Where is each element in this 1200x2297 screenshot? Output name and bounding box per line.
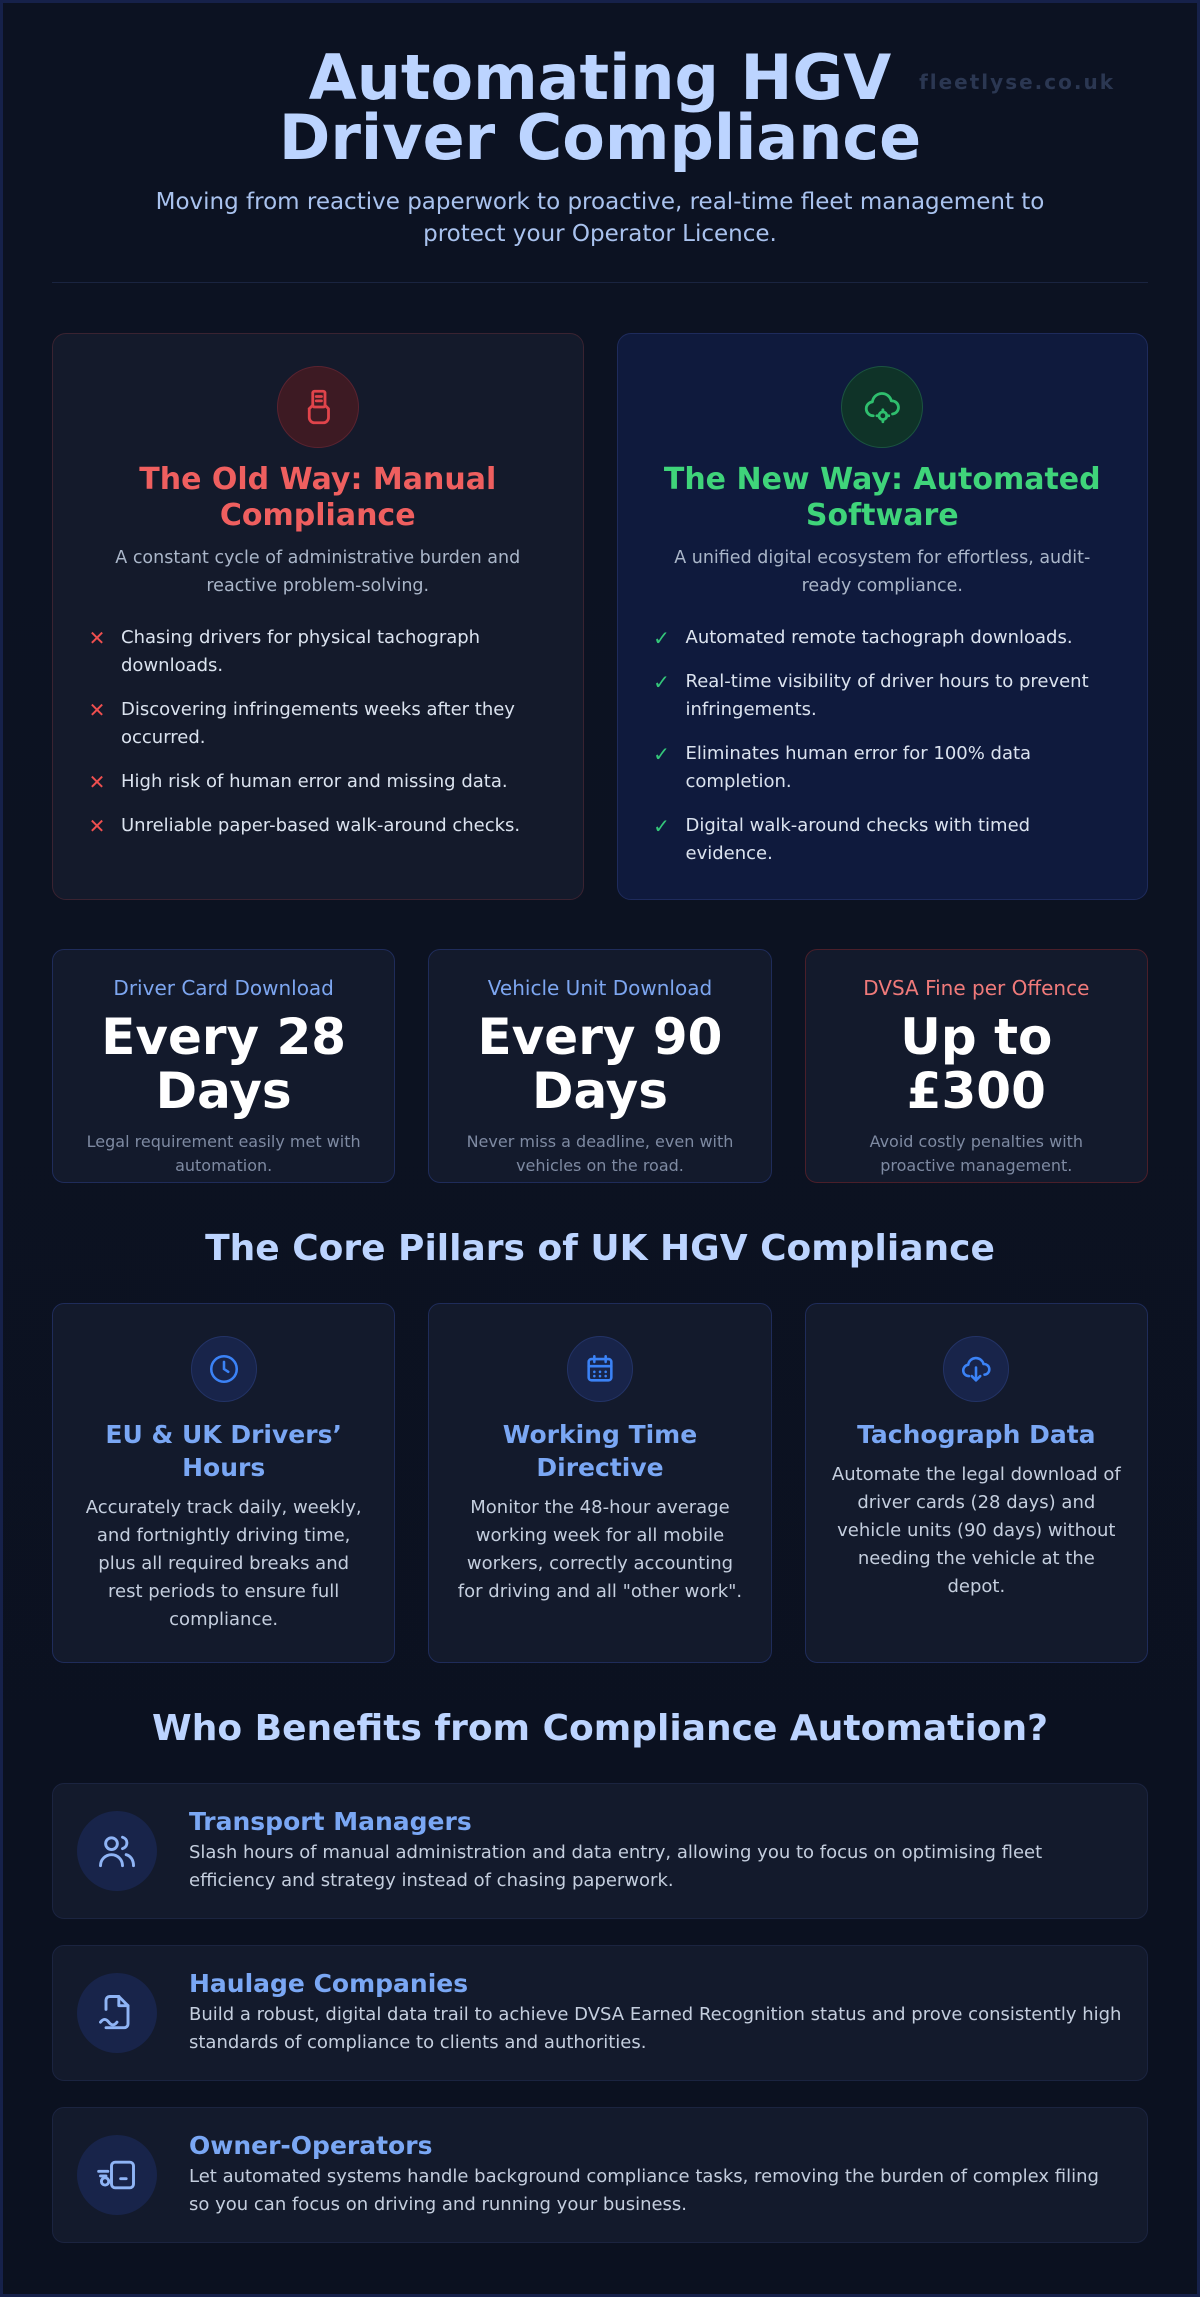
list-item-text: Real-time visibility of driver hours to prevent infringements. <box>685 671 1089 720</box>
pillar-card-tachograph <box>805 1303 1148 1663</box>
page-title: Automating HGV Driver Compliance <box>278 41 922 174</box>
hand-paper-icon <box>277 366 359 448</box>
stat-card-vehicle-unit <box>428 949 771 1183</box>
stat-label: Vehicle Unit Download <box>487 976 713 1000</box>
new-way-list <box>652 624 1114 868</box>
pillar-description: Automate the legal download of driver cards (28 days) and vehicle units (90 days) without needing the vehicle at the depot. <box>831 1464 1121 1597</box>
check-icon: ✓ <box>653 742 670 766</box>
stat-label: Driver Card Download <box>113 976 334 1000</box>
list-item-text: High risk of human error and missing data. <box>121 771 508 792</box>
pillar-title: Working Time Directive <box>502 1420 698 1482</box>
benefit-card-owner-operators <box>52 2107 1148 2243</box>
list-item-text: Digital walk-around checks with timed evidence. <box>685 815 1031 864</box>
list-item-text: Automated remote tachograph downloads. <box>685 627 1073 648</box>
stats-row <box>52 949 1148 1183</box>
pillars-title: The Core Pillars of UK HGV Compliance <box>205 1228 995 1269</box>
watermark: fleetlyse.co.uk <box>919 70 1115 94</box>
new-way-description: A unified digital ecosystem for effortless, audit-ready compliance. <box>674 548 1091 596</box>
stat-card-dvsa-fine <box>805 949 1148 1183</box>
cloud-download-icon <box>943 1336 1009 1402</box>
stat-label: DVSA Fine per Offence <box>863 976 1090 1000</box>
comparison-section <box>52 333 1148 900</box>
stat-value: Every 28 Days <box>101 1008 347 1120</box>
old-way-card <box>52 333 584 900</box>
new-way-title: The New Way: Automated Software <box>663 462 1101 533</box>
list-item-text: Unreliable paper-based walk-around checks. <box>121 815 521 836</box>
pillar-card-working-time <box>428 1303 771 1663</box>
pillar-title: Tachograph Data <box>857 1420 1096 1449</box>
stat-value: Up to £300 <box>900 1008 1053 1120</box>
header <box>0 41 1200 250</box>
list-item <box>87 812 549 840</box>
old-way-list <box>87 624 549 840</box>
cloud-gear-icon <box>841 366 923 448</box>
benefits-list <box>52 1783 1148 2269</box>
check-icon: ✓ <box>653 626 670 650</box>
benefit-title: Transport Managers <box>189 1807 472 1836</box>
list-item <box>87 624 549 680</box>
stat-card-driver-card <box>52 949 395 1183</box>
card-reader-icon <box>77 2135 157 2215</box>
pillar-title: EU & UK Drivers’ Hours <box>105 1420 342 1482</box>
list-item-text: Eliminates human error for 100% data completion. <box>685 743 1032 792</box>
new-way-card <box>617 333 1149 900</box>
list-item <box>652 624 1114 652</box>
clock-icon <box>191 1336 257 1402</box>
list-item-text: Discovering infringements weeks after they occurred. <box>121 699 515 748</box>
pillars-row <box>52 1303 1148 1663</box>
check-icon: ✓ <box>653 814 670 838</box>
list-item <box>87 696 549 752</box>
benefits-title: Who Benefits from Compliance Automation? <box>152 1708 1048 1749</box>
list-item <box>652 668 1114 724</box>
pillar-description: Monitor the 48-hour average working week for all mobile workers, correctly accounting for driving and all "other work". <box>457 1497 743 1602</box>
benefit-title: Owner-Operators <box>189 2131 433 2160</box>
cross-icon: ✕ <box>88 626 106 650</box>
old-way-description: A constant cycle of administrative burden and reactive problem-solving. <box>115 548 521 596</box>
page-subtitle: Moving from reactive paperwork to proactive, real-time fleet management to protect your Operator Licence. <box>155 189 1045 247</box>
benefit-card-transport-managers <box>52 1783 1148 1919</box>
old-way-title: The Old Way: Manual Compliance <box>139 462 497 533</box>
benefit-description: Slash hours of manual administration and data entry, allowing you to focus on optimising fleet efficiency and strategy instead of chasing paperwork. <box>189 1842 1043 1891</box>
cross-icon: ✕ <box>88 814 106 838</box>
benefit-card-haulage-companies <box>52 1945 1148 2081</box>
calendar-icon <box>567 1336 633 1402</box>
benefit-description: Build a robust, digital data trail to achieve DVSA Earned Recognition status and prove consistently high standards of compliance to clients and authorities. <box>189 2004 1122 2053</box>
stat-note: Never miss a deadline, even with vehicles on the road. <box>466 1132 734 1175</box>
list-item-text: Chasing drivers for physical tachograph downloads. <box>121 627 481 676</box>
list-item <box>652 812 1114 868</box>
list-item <box>652 740 1114 796</box>
pillar-card-drivers-hours <box>52 1303 395 1663</box>
stat-value: Every 90 Days <box>477 1008 723 1120</box>
check-icon: ✓ <box>653 670 670 694</box>
cross-icon: ✕ <box>88 698 106 722</box>
truck-document-icon <box>77 1973 157 2053</box>
benefit-title: Haulage Companies <box>189 1969 469 1998</box>
stat-note: Avoid costly penalties with proactive management. <box>869 1132 1084 1175</box>
header-divider <box>52 282 1148 283</box>
benefit-description: Let automated systems handle background compliance tasks, removing the burden of complex filing so you can focus on driving and running your business. <box>189 2166 1099 2215</box>
pillar-description: Accurately track daily, weekly, and fortnightly driving time, plus all required breaks and rest periods to ensure full compliance. <box>85 1497 362 1630</box>
list-item <box>87 768 549 796</box>
users-icon <box>77 1811 157 1891</box>
cross-icon: ✕ <box>88 770 106 794</box>
stat-note: Legal requirement easily met with automation. <box>86 1132 361 1175</box>
